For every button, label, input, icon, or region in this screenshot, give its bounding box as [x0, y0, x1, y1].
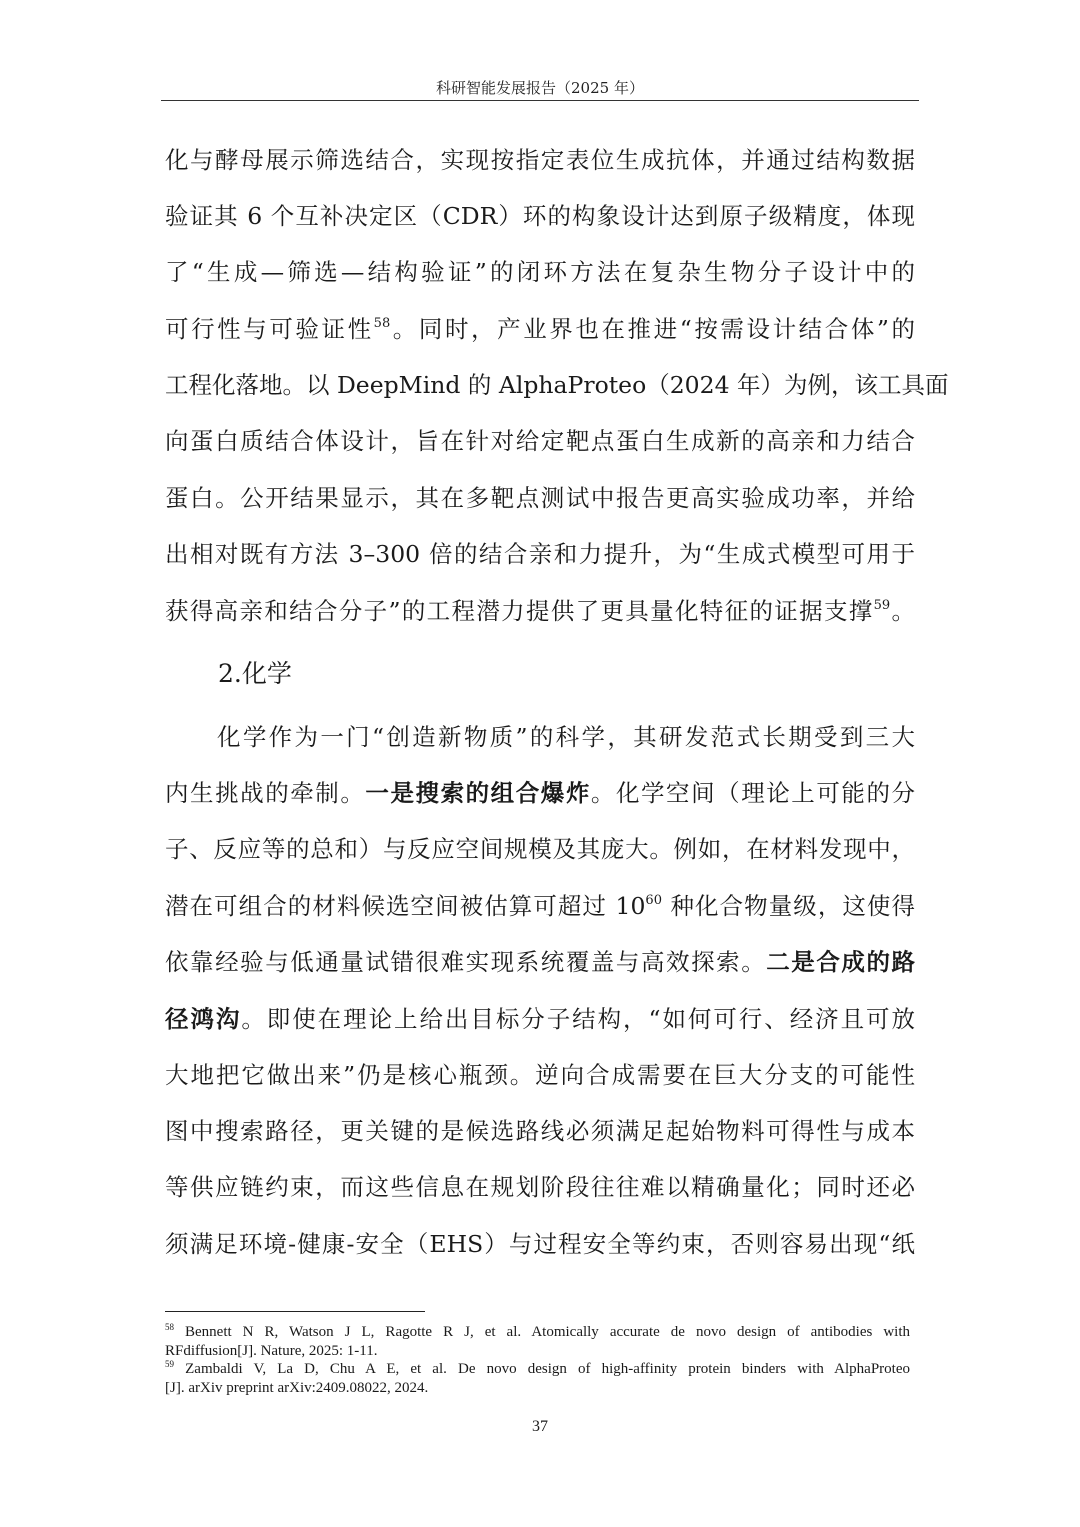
body-line: 验证其 6 个互补决定区（CDR）环的构象设计达到原子级精度，体现 — [165, 202, 915, 230]
body-text: 依靠经验与低通量试错很难实现系统覆盖与高效探索。 — [165, 948, 767, 976]
body-line: 大地把它做出来”仍是核心瓶颈。逆向合成需要在巨大分支的可能性 — [165, 1061, 915, 1089]
footnote-text: Bennett N R, Watson J L, Ragotte R J, et al. Atomically accurate de novo design of antibodies with — [185, 1324, 910, 1340]
body-text: 内生挑战的牵制。 — [165, 779, 366, 807]
header-rule — [161, 100, 919, 101]
bold-text: 径鸿沟 — [165, 1005, 242, 1033]
footnote-mark: 58 — [165, 1322, 174, 1332]
body-line: 了“生成—筛选—结构验证”的闭环方法在复杂生物分子设计中的 — [165, 258, 915, 286]
body-text: 获得高亲和结合分子”的工程潜力提供了更具量化特征的证据支撑 — [165, 597, 874, 625]
footnote-58-cont: RFdiffusion[J]. Nature, 2025: 1-11. — [165, 1343, 378, 1359]
footnote-ref: 58 — [373, 316, 391, 331]
body-text: 种化合物量级，这使得 — [661, 892, 915, 920]
body-text: 可行性与可验证性 — [165, 315, 374, 343]
body-line — [165, 942, 915, 982]
body-line — [165, 886, 915, 926]
body-text: 。同时，产业界也在推进“按需设计结合体”的 — [390, 315, 915, 343]
exponent: 60 — [645, 893, 662, 908]
bold-text: 二是合成的路 — [766, 948, 916, 976]
running-header: 科研智能发展报告（2025 年） — [436, 79, 644, 97]
body-line — [165, 999, 915, 1039]
footnote-59 — [165, 1360, 910, 1379]
body-line: 须满足环境-健康-安全（EHS）与过程安全等约束，否则容易出现“纸 — [165, 1230, 915, 1258]
body-line — [165, 773, 915, 813]
body-text: 潜在可组合的材料候选空间被估算可超过 10 — [165, 892, 646, 920]
footnote-text: Zambaldi V, La D, Chu A E, et al. De novo design of high-affinity protein binders with AlphaProteo — [185, 1361, 910, 1377]
footnote-ref: 59 — [873, 598, 891, 613]
body-line: 工程化落地。以 DeepMind 的 AlphaProteo（2024 年）为例，该工具面 — [165, 371, 949, 399]
section-heading: 2.化学 — [218, 659, 292, 688]
footnote-58 — [165, 1323, 910, 1342]
page-number: 37 — [532, 1418, 548, 1435]
bold-text: 一是搜索的组合爆炸 — [365, 779, 591, 807]
body-line: 图中搜索路径，更关键的是候选路线必须满足起始物料可得性与成本 — [165, 1117, 915, 1145]
footnote-59-cont: [J]. arXiv preprint arXiv:2409.08022, 2024. — [165, 1380, 429, 1396]
footnote-mark: 59 — [165, 1359, 174, 1369]
body-text: 。 — [890, 597, 916, 625]
body-line: 等供应链约束，而这些信息在规划阶段往往难以精确量化；同时还必 — [165, 1173, 915, 1201]
body-line: 子、反应等的总和）与反应空间规模及其庞大。例如，在材料发现中， — [165, 835, 915, 863]
body-line: 出相对既有方法 3–300 倍的结合亲和力提升，为“生成式模型可用于 — [165, 540, 915, 568]
footnote-rule — [165, 1311, 425, 1312]
body-line — [165, 309, 915, 349]
body-text: 。即使在理论上给出目标分子结构，“如何可行、经济且可放 — [241, 1005, 915, 1033]
body-line: 向蛋白质结合体设计，旨在针对给定靶点蛋白生成新的高亲和力结合 — [165, 427, 915, 455]
body-line: 化学作为一门“创造新物质”的科学，其研发范式长期受到三大 — [217, 723, 915, 751]
body-line — [165, 591, 915, 631]
body-text: 。化学空间（理论上可能的分 — [590, 779, 916, 807]
body-line: 蛋白。公开结果显示，其在多靶点测试中报告更高实验成功率，并给 — [165, 484, 915, 512]
body-line: 化与酵母展示筛选结合，实现按指定表位生成抗体，并通过结构数据 — [165, 146, 915, 174]
